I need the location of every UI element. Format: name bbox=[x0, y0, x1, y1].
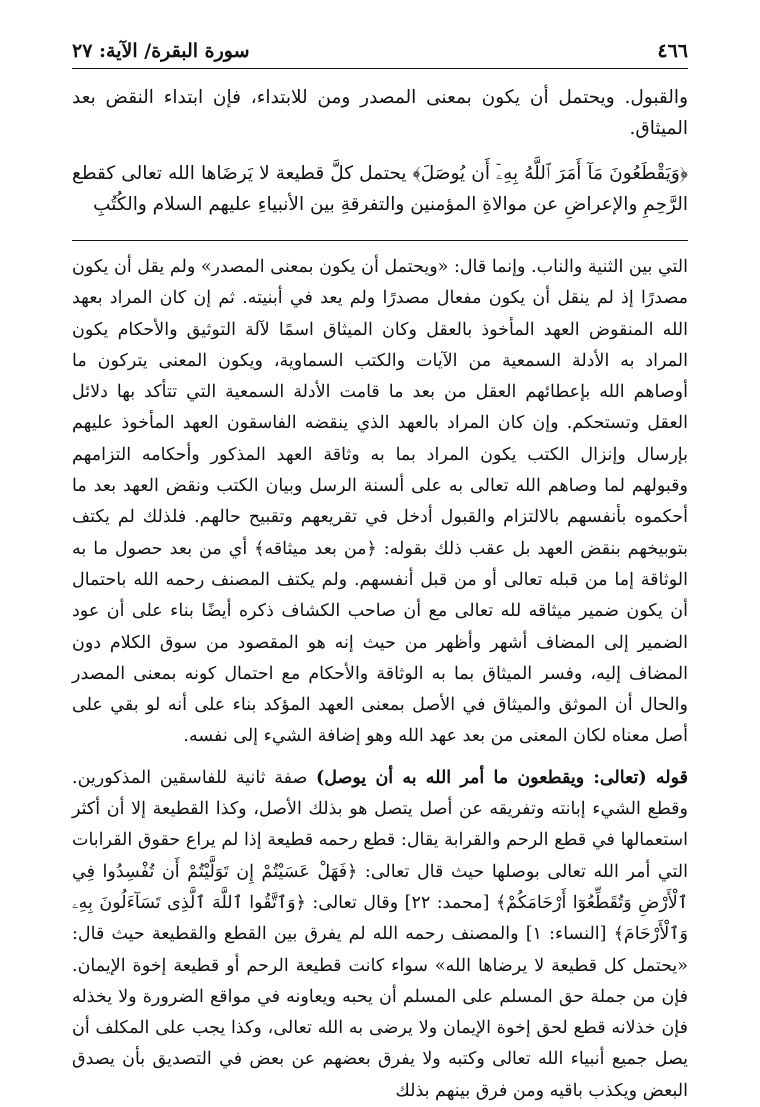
quran-verse-muhammad: ﴿فَهَلْ عَسَيْتُمْ إِن تَوَلَّيْتُمْ أَن تُفْسِدُوا فِي ٱلْأَرْضِ وَتُقَطِّعُوٓا أَرْحَامَكُمْ﴾ bbox=[72, 861, 689, 913]
quran-verse-nisa: ﴿وَٱتَّقُوا ٱللَّهَ ٱلَّذِى تَسَآءَلُونَ بِهِۦ وَٱلْأَرْحَامَ﴾ bbox=[72, 892, 688, 945]
commentary-paragraph-2 bbox=[72, 763, 688, 1107]
separator-line bbox=[72, 240, 688, 241]
main-paragraph-2 bbox=[72, 158, 688, 220]
quran-verse: ﴿وَيَقْطَعُونَ مَآ أَمَرَ ٱللَّهُ بِهِۦٓ أَن يُوصَلَ﴾ bbox=[412, 163, 689, 184]
surah-ayah-label: سورة البقرة/ الآية: ٢٧ bbox=[72, 40, 250, 62]
main-paragraph-1: والقبول. ويحتمل أن يكون بمعنى المصدر ومن للابتداء، فإن ابتداء النقض بعد الميثاق. bbox=[72, 87, 688, 139]
main-paragraph-2-text: يحتمل كلَّ قطيعة لا يَرضَاها الله تعالى كقطع الرَّحِمِ والإعراضِ عن موالاةِ المؤمنين والتفرقةِ بين الأنبياءِ عليهم السلام والكُتُبِ bbox=[72, 163, 688, 215]
verse-ref-nisa: [النساء: ١] bbox=[525, 924, 614, 945]
commentary-text-a: صفة ثانية للفاسقين المذكورين. وقطع الشيء إبانته وتفريقه عن أصل يتصل هو بذلك الأصل، وكذا القطيعة إلا أن أكثر استعمالها في قطع الرحم والقرابة يقال: قطع رحمه قطيعة إذا لم يراع حقوق القرابات التي أمر الله تعالى بوصلها حيث قال تعالى: bbox=[72, 767, 688, 882]
verse-ref-muhammad: [محمد: ٢٢] وقال تعالى: bbox=[305, 892, 496, 913]
main-text bbox=[72, 82, 688, 220]
page-number: ٤٦٦ bbox=[657, 40, 688, 62]
commentary bbox=[72, 252, 688, 1107]
commentary-lead: قوله (تعالى: ويقطعون ما أمر الله به أن يوصل) bbox=[315, 767, 688, 788]
page-header bbox=[72, 38, 688, 69]
commentary-text-b: والمصنف رحمه الله لم يفرق بين القطع والقطيعة حيث قال: «يحتمل كل قطيعة لا يرضاها الله» سواء كانت قطيعة الرحم أو قطيعة إخوة الإيمان. فإن من جملة حق المسلم على المسلم أن يحبه ويعاونه في مواقع الضرورة ولا يخذله فإن خذلانه قطع لحق إخوة الإيمان ولا يرضى به الله تعالى، وكذا يجب على المكلف أن يصل جميع أنبياء الله تعالى وكتبه ولا يفرق بعضهم عن بعض في التصديق بأن يصدق البعض ويكذب باقيه ومن فرق بينهم بذلك bbox=[72, 924, 688, 1101]
commentary-paragraph-1: التي بين الثنية والناب. وإنما قال: «ويحتمل أن يكون بمعنى المصدر» ولم يقل أن يكون مصدرًا إذ لم ينقل أن يكون مفعال مصدرًا ولم يعد في أبنيته. ثم إن كان المراد بعهد الله المنقوض العهد المأخوذ بالعقل وكان الميثاق اسمًا لآلة التوثيق والأحكام يكون المراد به الأدلة السمعية من الآيات والكتب السماوية، ويكون المعنى يتركون ما أوصاهم الله بإعطائهم العقل من بعد ما قامت الأدلة السمعية التي تتأكد بها دلائل العقل وتستحكم. وإن كان المراد بالعهد الذي ينقضه الفاسقون العهد المأخوذ عليهم بإرسال وإنزال الكتب يكون المراد بما به وثاقة العهد المذكور وأحكامه التزامهم وقبولهم لما وصاهم الله تعالى به على ألسنة الرسل وبيان الكتب ونقض العهد بعد ما أحكموه بأنفسهم بالالتزام والقبول أدخل في تقريعهم وتقبيح حالهم. فلذلك لم يكتف بتوبيخهم بنقض العهد بل عقب ذلك بقوله: ﴿من بعد ميثاقه﴾ أي من بعد حصول ما به الوثاقة إما من قبله تعالى أو من قبل أنفسهم. ولم يكتف المصنف رحمه الله باحتمال أن يكون ضمير ميثاقه لله تعالى مع أن صاحب الكشاف ذكره أيضًا بناء على أن عود الضمير إلى المضاف أشهر وأظهر من حيث إنه هو المقصود من سوق الكلام دون المضاف إليه، وفسر الميثاق بما به الوثاقة والأحكام مع احتمال كونه بمعنى المصدر والحال أن الموثق والميثاق في الأصل بمعنى العهد المؤكد بناء على أنه لو بقي على أصل معناه لكان المعنى من بعد عهد الله وهو إضافة الشيء إلى نفسه. bbox=[72, 257, 688, 747]
